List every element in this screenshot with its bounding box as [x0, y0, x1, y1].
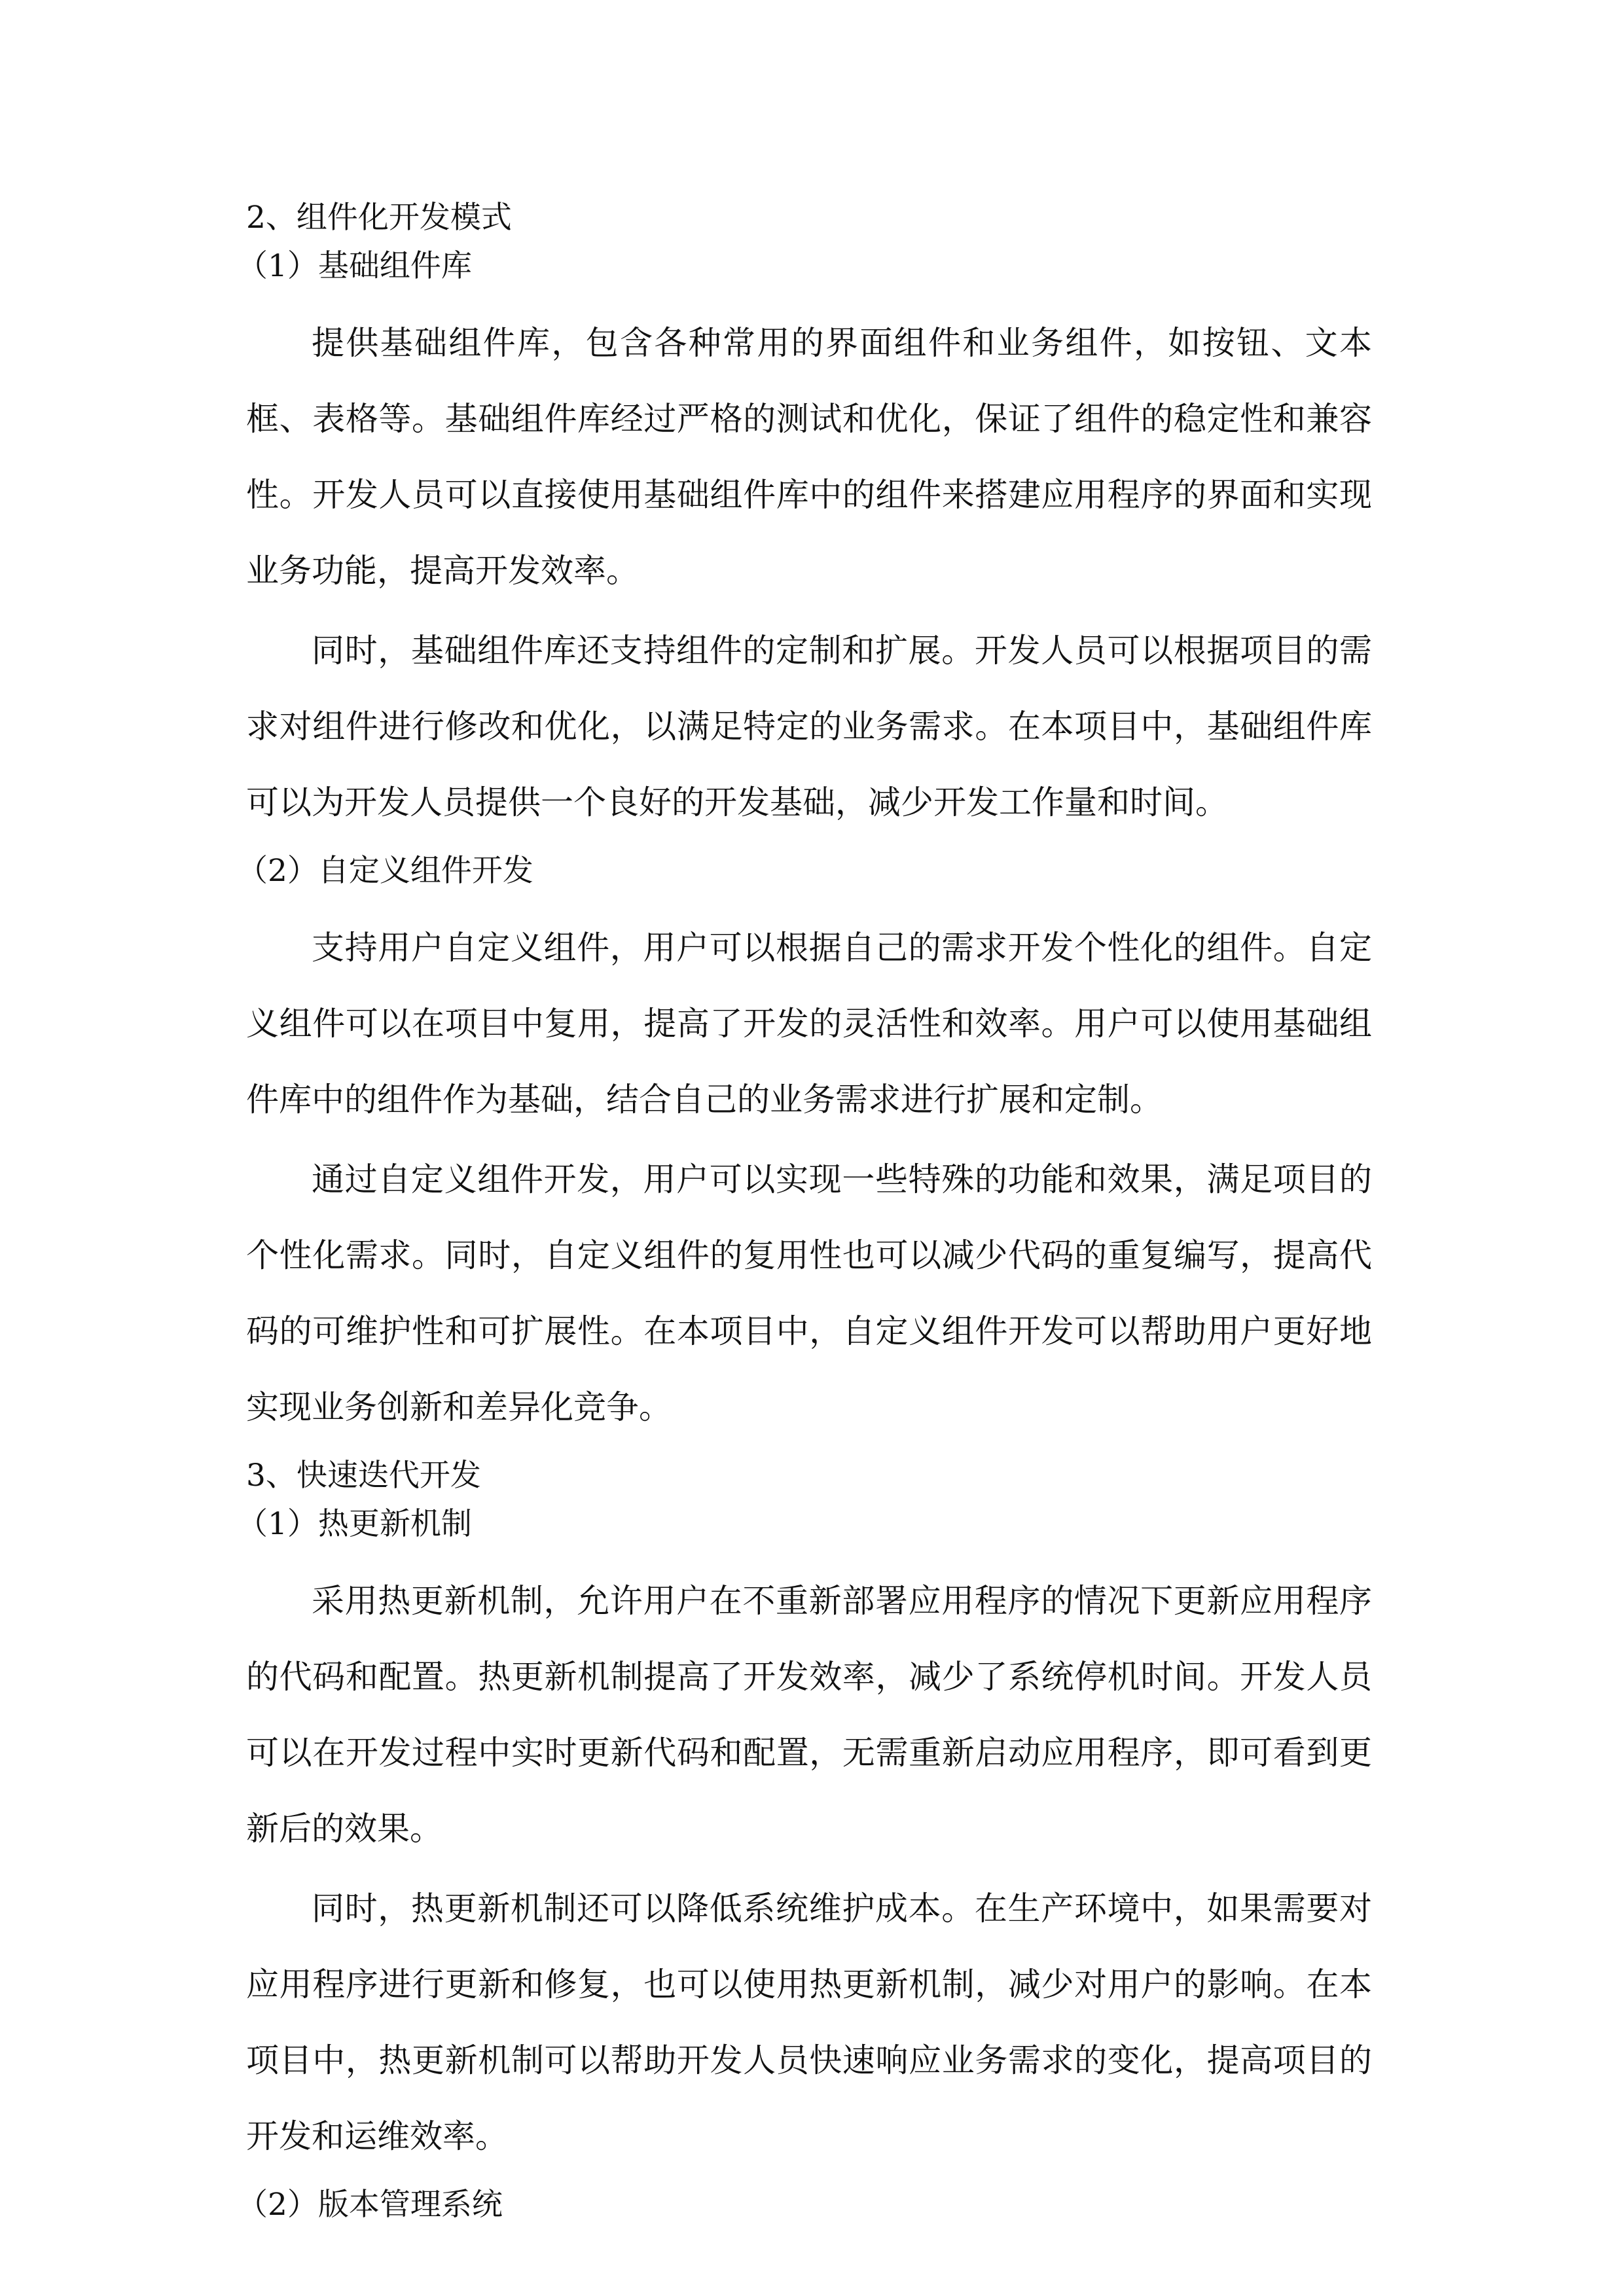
paragraph-base-library-2: 同时，基础组件库还支持组件的定制和扩展。开发人员可以根据项目的需求对组件进行修改和优化，以满足特定的业务需求。在本项目中，基础组件库可以为开发人员提供一个良好的开发基础，减少开发工作量和时间。	[246, 632, 1372, 821]
paragraph-hot-update-1: 采用热更新机制，允许用户在不重新部署应用程序的情况下更新应用程序的代码和配置。热更新机制提高了开发效率，减少了系统停机时间。开发人员可以在开发过程中实时更新代码和配置，无需重新启动应用程序，即可看到更新后的效果。	[246, 1582, 1372, 1848]
subsection-heading-hot-update: （1）热更新机制	[237, 1506, 472, 1542]
document-body	[237, 194, 1372, 2244]
subsection-heading-version-control: （2）版本管理系统	[237, 2187, 503, 2223]
section-heading-rapid-iteration: 3、快速迭代开发	[246, 1458, 481, 1494]
paragraph-custom-components-1: 支持用户自定义组件，用户可以根据自己的需求开发个性化的组件。自定义组件可以在项目中复用，提高了开发的灵活性和效率。用户可以使用基础组件库中的组件作为基础，结合自己的业务需求进行扩展和定制。	[246, 929, 1372, 1119]
paragraph-base-library-1: 提供基础组件库，包含各种常用的界面组件和业务组件，如按钮、文本框、表格等。基础组件库经过严格的测试和优化，保证了组件的稳定性和兼容性。开发人员可以直接使用基础组件库中的组件来搭建应用程序的界面和实现业务功能，提高开发效率。	[246, 324, 1372, 590]
paragraph-custom-components-2: 通过自定义组件开发，用户可以实现一些特殊的功能和效果，满足项目的个性化需求。同时，自定义组件的复用性也可以减少代码的重复编写，提高代码的可维护性和可扩展性。在本项目中，自定义组件开发可以帮助用户更好地实现业务创新和差异化竞争。	[246, 1160, 1372, 1426]
subsection-heading-base-library: （1）基础组件库	[237, 248, 472, 284]
section-heading-component-dev: 2、组件化开发模式	[246, 200, 512, 236]
subsection-heading-custom-components: （2）自定义组件开发	[237, 853, 533, 889]
paragraph-hot-update-2: 同时，热更新机制还可以降低系统维护成本。在生产环境中，如果需要对应用程序进行更新和修复，也可以使用热更新机制，减少对用户的影响。在本项目中，热更新机制可以帮助开发人员快速响应业务需求的变化，提高项目的开发和运维效率。	[246, 1890, 1372, 2155]
